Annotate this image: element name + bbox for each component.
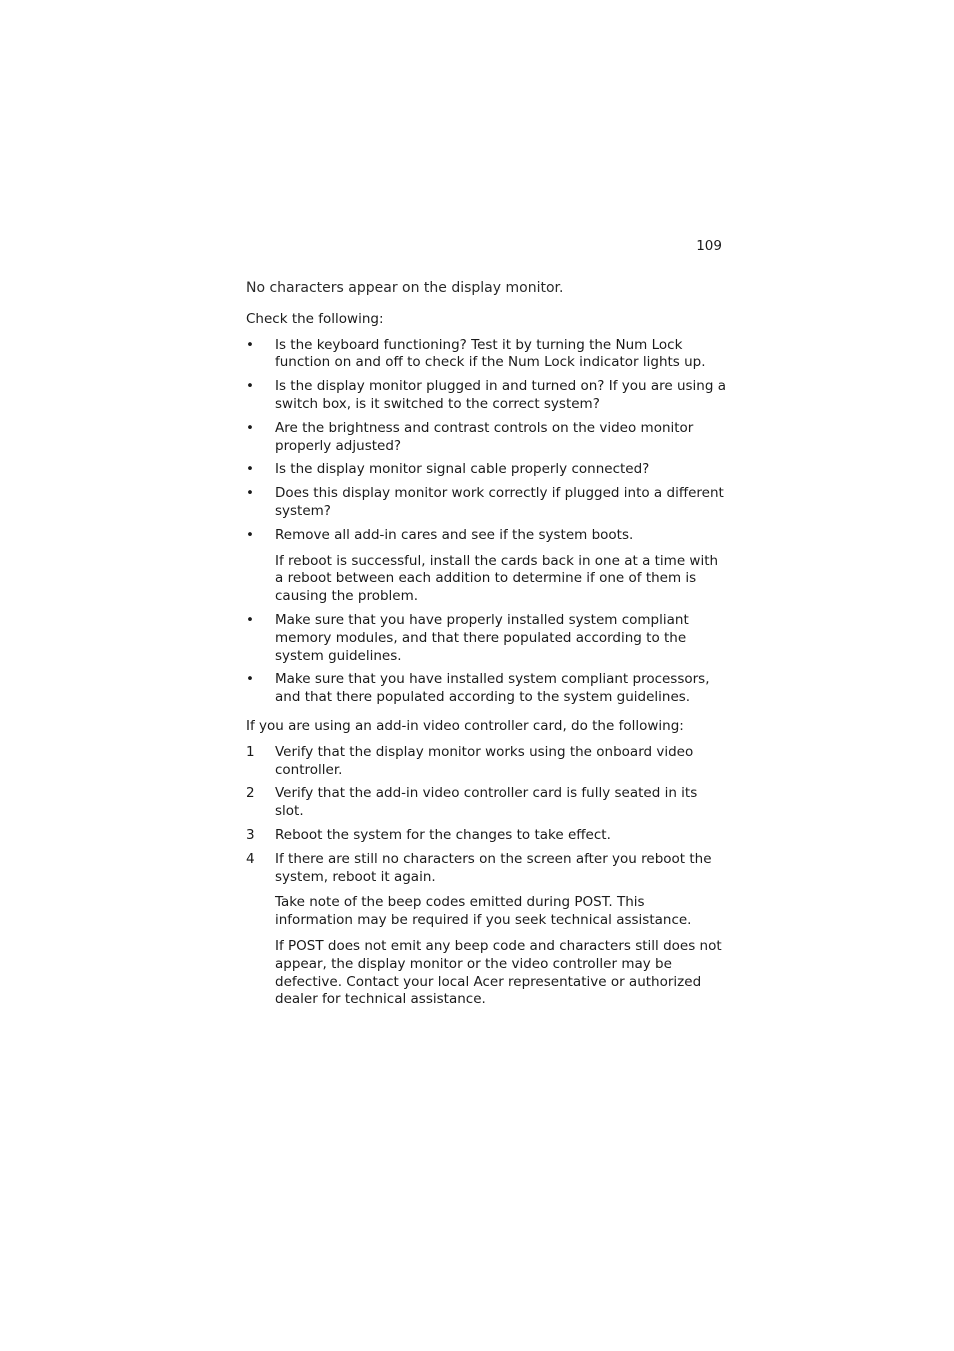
step-number: 4	[246, 850, 255, 867]
section-heading: No characters appear on the display monitor.	[246, 280, 564, 296]
manual-content	[246, 280, 726, 1015]
list-item-text: Are the brightness and contrast controls on the video monitor properly adjusted?	[275, 419, 694, 454]
step-text: If there are still no characters on the screen after you reboot the system, reboot it again.	[275, 850, 712, 885]
step-item	[246, 827, 726, 845]
step-note: If POST does not emit any beep code and characters still does not appear, the display monitor or the video controller may be defective. Contact your local Acer representative or authorized dealer for technical assistance.	[275, 937, 722, 1008]
steps-intro: If you are using an add-in video controller card, do the following:	[246, 717, 684, 734]
step-number: 3	[246, 826, 255, 843]
step-text: Verify that the display monitor works using the onboard video controller.	[275, 743, 694, 778]
step-number: 1	[246, 743, 255, 760]
list-item-text: Make sure that you have properly installed system compliant memory modules, and that there populated according to the system guidelines.	[275, 611, 689, 664]
bullet-icon: •	[246, 671, 254, 688]
list-item	[246, 671, 726, 707]
step-item	[246, 785, 726, 821]
page-number: 109	[696, 238, 722, 254]
check-intro: Check the following:	[246, 310, 384, 327]
list-item-text: Does this display monitor work correctly if plugged into a different system?	[275, 485, 724, 519]
bullet-icon: •	[246, 336, 254, 353]
list-item	[246, 612, 726, 665]
bullet-icon: •	[246, 485, 254, 502]
list-item-text: Make sure that you have installed system compliant processors, and that there populated according to the system guidelines.	[275, 671, 710, 706]
steps-list	[246, 744, 726, 1009]
list-item	[246, 420, 726, 456]
list-item-text: Remove all add-in cares and see if the system boots.	[275, 526, 634, 543]
bullet-icon: •	[246, 461, 254, 478]
list-item	[246, 485, 726, 521]
list-item-text: Is the display monitor plugged in and turned on? If you are using a switch box, is it switched to the correct system?	[275, 378, 726, 412]
list-item-text: Is the keyboard functioning? Test it by turning the Num Lock function on and off to check if the Num Lock indicator lights up.	[275, 336, 706, 371]
bullet-icon: •	[246, 419, 254, 436]
step-text: Verify that the add-in video controller card is fully seated in its slot.	[275, 785, 698, 820]
list-item	[246, 527, 726, 545]
list-item	[246, 337, 726, 373]
list-item-note: If reboot is successful, install the cards back in one at a time with a reboot between each addition to determine if one of them is causing the problem.	[275, 552, 719, 605]
step-item	[246, 744, 726, 780]
list-item	[246, 378, 726, 414]
step-note: Take note of the beep codes emitted during POST. This information may be required if you seek technical assistance.	[275, 894, 692, 929]
list-item	[246, 461, 726, 479]
bullet-icon: •	[246, 526, 254, 543]
bullet-icon: •	[246, 378, 254, 395]
step-text: Reboot the system for the changes to take effect.	[275, 826, 611, 843]
step-item	[246, 851, 726, 887]
step-number: 2	[246, 785, 255, 802]
bullet-icon: •	[246, 611, 254, 628]
check-list	[246, 337, 726, 707]
list-item-text: Is the display monitor signal cable properly connected?	[275, 461, 650, 478]
